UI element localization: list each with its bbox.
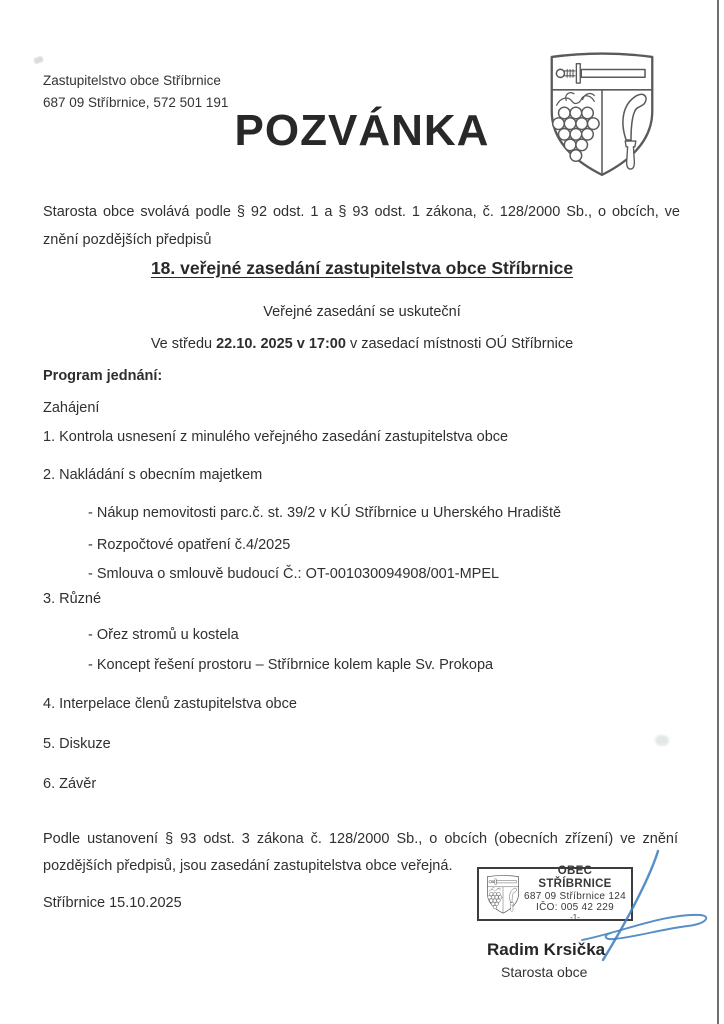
sender-org-name: Zastupitelstvo obce Stříbrnice bbox=[43, 73, 221, 88]
scan-edge-line bbox=[717, 0, 719, 1024]
agenda-subitem: - Ořez stromů u kostela bbox=[88, 627, 239, 643]
meeting-when-datetime: 22.10. 2025 v 17:00 bbox=[216, 336, 346, 352]
stamp-org-name: OBEC STŘÍBRNICE bbox=[538, 865, 612, 891]
stamp-coat-of-arms-icon bbox=[485, 872, 521, 916]
signatory-role: Starosta obce bbox=[501, 964, 588, 980]
meeting-subheading: Veřejné zasedání se uskuteční bbox=[263, 304, 461, 320]
scan-mark bbox=[33, 56, 44, 65]
meeting-when-suffix: v zasedací místnosti OÚ Stříbrnice bbox=[345, 336, 574, 352]
agenda-item: 6. Závěr bbox=[43, 776, 97, 792]
meeting-when-prefix: Ve středu bbox=[150, 336, 217, 352]
signatory-name: Radim Krsička bbox=[487, 940, 606, 959]
agenda-subitem: - Smlouva o smlouvě budoucí Č.: OT-001030094908/001-MPEL bbox=[88, 566, 500, 582]
stamp-ico: IČO: 005 42 229 bbox=[536, 902, 614, 914]
sender-org-address: 687 09 Stříbrnice, 572 501 191 bbox=[43, 95, 229, 110]
legal-note: Podle ustanovení § 93 odst. 3 zákona č. 128/2000 Sb., o obcích (obecních zřízení) ve znění pozdějších předpisů, jsou zasedání zastupitelstva obce veřejná. bbox=[43, 831, 678, 874]
agenda-item: 2. Nakládání s obecním majetkem bbox=[43, 467, 263, 483]
coat-of-arms-icon bbox=[544, 44, 660, 182]
meeting-heading: 18. veřejné zasedání zastupitelstva obce Stříbrnice bbox=[150, 258, 574, 278]
agenda-subitem: - Nákup nemovitosti parc.č. st. 39/2 v KÚ Stříbrnice u Uherského Hradiště bbox=[88, 505, 562, 521]
agenda-item: 3. Různé bbox=[43, 591, 102, 607]
agenda-subitem: - Rozpočtové opatření č.4/2025 bbox=[88, 537, 291, 553]
place-date-line: Stříbrnice 15.10.2025 bbox=[43, 895, 182, 911]
meeting-datetime-line bbox=[43, 336, 681, 352]
agenda-item: 1. Kontrola usnesení z minulého veřejného zasedání zastupitelstva obce bbox=[43, 429, 509, 445]
agenda-item: Zahájení bbox=[43, 400, 100, 416]
stamp-index: -1- bbox=[570, 912, 580, 922]
agenda-item: 5. Diskuze bbox=[43, 736, 111, 752]
document-title: POZVÁNKA bbox=[234, 106, 490, 155]
agenda-label: Program jednání: bbox=[43, 368, 163, 384]
agenda-subitem: - Koncept řešení prostoru – Stříbrnice kolem kaple Sv. Prokopa bbox=[88, 657, 494, 673]
intro-paragraph: Starosta obce svolává podle § 92 odst. 1 a § 93 odst. 1 zákona, č. 128/2000 Sb., o obcích, ve znění pozdějších předpisů bbox=[43, 204, 680, 248]
scan-smudge bbox=[655, 735, 669, 746]
agenda-item: 4. Interpelace členů zastupitelstva obce bbox=[43, 696, 297, 712]
stamp-address: 687 09 Stříbrnice 124 bbox=[524, 891, 626, 903]
